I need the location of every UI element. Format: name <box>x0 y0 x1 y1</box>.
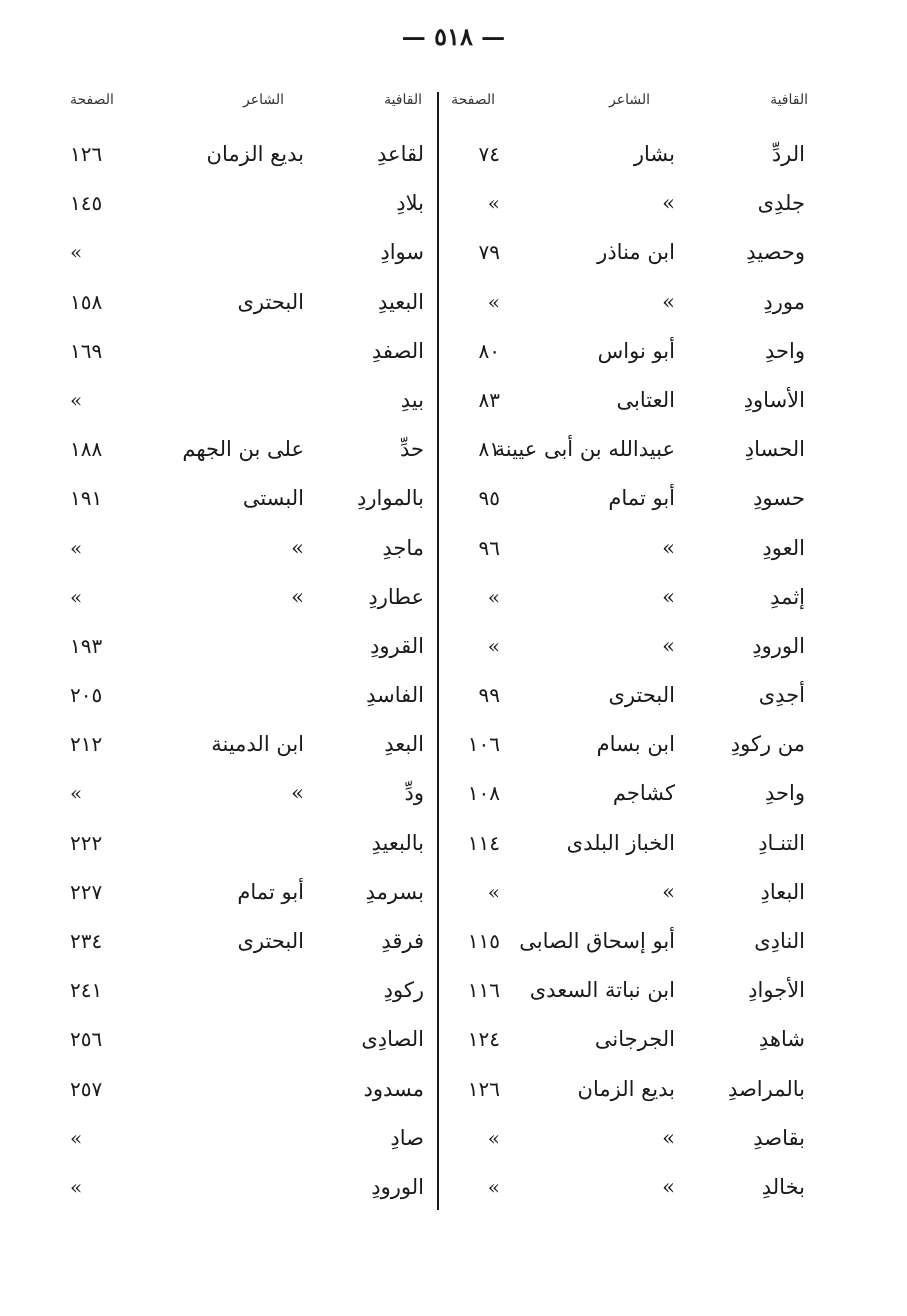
rhyme-cell: القرودِ <box>370 633 424 658</box>
index-row <box>440 214 830 263</box>
page-cell: ١٢٦ <box>70 142 103 166</box>
rhyme-cell: بخالدِ <box>761 1174 805 1199</box>
header-poet: الشاعر <box>609 92 650 108</box>
header-page: الصفحة <box>451 92 495 108</box>
rhyme-cell: بالمراصدِ <box>727 1076 805 1101</box>
page-cell: ١٩٣ <box>70 633 103 658</box>
rhyme-cell: جلدِى <box>757 191 805 216</box>
poet-cell: أبو تمام <box>237 879 304 904</box>
rhyme-cell: البعدِ <box>384 732 424 757</box>
rhyme-cell: بقاصدِ <box>753 1125 805 1150</box>
index-row <box>60 411 434 460</box>
page-cell: ٢٥٧ <box>70 1076 103 1101</box>
rhyme-cell: النادِى <box>754 929 805 953</box>
page-cell: ٢١٢ <box>70 732 103 757</box>
rhyme-cell: عطاردِ <box>368 584 424 609</box>
page-cell: » <box>487 1125 500 1150</box>
poet-cell: » <box>662 633 675 658</box>
poet-cell: البستى <box>242 486 304 511</box>
rhyme-cell: موردِ <box>763 289 805 314</box>
page-cell: » <box>70 1174 83 1199</box>
page-cell: » <box>487 584 500 609</box>
index-row <box>440 805 830 854</box>
page-cell: ١٢٦ <box>467 1076 500 1101</box>
page-cell: ٢٣٤ <box>70 929 103 953</box>
rhyme-cell: إثمدِ <box>770 584 805 609</box>
right-index-column <box>440 90 830 1198</box>
poet-cell: » <box>662 1174 675 1199</box>
poet-cell: » <box>662 1125 675 1150</box>
poet-cell: » <box>662 191 675 216</box>
index-row <box>440 362 830 411</box>
poet-cell: » <box>662 535 675 560</box>
index-row <box>440 559 830 608</box>
index-row <box>60 755 434 804</box>
left-index-column <box>60 90 434 1198</box>
rhyme-cell: بالمواردِ <box>357 486 424 511</box>
poet-cell: البحترى <box>237 289 304 314</box>
page-cell: ٩٦ <box>478 535 500 560</box>
page-cell: » <box>487 633 500 658</box>
rhyme-cell: الردِّ <box>771 142 805 166</box>
index-row <box>440 657 830 706</box>
page-cell: ٢٢٢ <box>70 830 103 855</box>
page-cell: » <box>70 240 83 265</box>
page-cell: ١٠٦ <box>467 732 500 757</box>
index-row <box>440 411 830 460</box>
rhyme-cell: الأساودِ <box>743 387 805 412</box>
rhyme-cell: الصفدِ <box>371 338 424 363</box>
rhyme-cell: الورودِ <box>371 1174 424 1199</box>
index-row <box>60 805 434 854</box>
index-row <box>60 116 434 165</box>
index-row <box>60 1051 434 1100</box>
header-rhyme: القافية <box>384 92 422 108</box>
rhyme-cell: سوادِ <box>380 240 424 265</box>
index-row <box>60 854 434 903</box>
index-row <box>440 952 830 1001</box>
page-cell: ٢٠٥ <box>70 683 103 708</box>
page-cell: » <box>487 191 500 216</box>
rhyme-cell: حدِّ <box>399 437 424 462</box>
rhyme-cell: الصادِى <box>361 1027 424 1052</box>
index-row <box>60 1100 434 1149</box>
poet-cell: الخباز البلدى <box>566 830 675 855</box>
rhyme-cell: واحدِ <box>765 338 805 363</box>
header-row <box>440 90 830 116</box>
header-row <box>60 90 434 116</box>
index-row <box>440 755 830 804</box>
index-row <box>440 1149 830 1198</box>
page-cell: » <box>70 387 83 412</box>
page-cell: ٩٩ <box>478 683 500 708</box>
page-cell: ١٩١ <box>70 486 103 511</box>
index-row <box>440 903 830 952</box>
page-cell: ٨٠ <box>478 338 500 363</box>
index-row <box>60 264 434 313</box>
page-cell: » <box>70 1125 83 1150</box>
index-row <box>440 706 830 755</box>
page-cell: » <box>487 289 500 314</box>
rhyme-cell: بالبعيدِ <box>371 830 424 855</box>
index-row <box>440 460 830 509</box>
poet-cell: » <box>662 289 675 314</box>
rhyme-cell: فرقدِ <box>381 929 424 953</box>
index-row <box>60 1001 434 1050</box>
rhyme-cell: مسدود <box>363 1076 424 1101</box>
poet-cell: ابن مناذر <box>597 240 675 265</box>
poet-cell: البحترى <box>237 929 304 953</box>
rhyme-cell: بسرمدِ <box>365 879 424 904</box>
index-row <box>440 1100 830 1149</box>
rhyme-cell: وحصيدِ <box>746 240 805 265</box>
index-row <box>60 657 434 706</box>
index-row <box>440 313 830 362</box>
rhyme-cell: ماجدِ <box>382 535 424 560</box>
index-row <box>60 706 434 755</box>
index-row <box>60 559 434 608</box>
poet-cell: » <box>662 584 675 609</box>
poet-cell: الجرجانى <box>594 1027 675 1052</box>
page-cell: » <box>70 535 83 560</box>
rhyme-cell: ودِّ <box>404 781 424 806</box>
rhyme-cell: شاهدِ <box>758 1027 805 1052</box>
page-cell: ١٦٩ <box>70 338 103 363</box>
page-cell: » <box>487 1174 500 1199</box>
index-row <box>60 952 434 1001</box>
header-page: الصفحة <box>70 92 114 108</box>
rhyme-cell: الأجوادِ <box>748 978 805 1003</box>
poet-cell: أبو نواس <box>597 338 675 363</box>
rhyme-cell: البعيدِ <box>377 289 424 314</box>
rhyme-cell: واحدِ <box>765 781 805 806</box>
rhyme-cell: لقاعدِ <box>377 142 424 166</box>
poet-cell: العتابى <box>616 387 675 412</box>
page-cell: ٨٣ <box>478 387 500 412</box>
rhyme-cell: من ركودِ <box>730 732 805 757</box>
index-row <box>60 460 434 509</box>
rhyme-cell: الفاسدِ <box>366 683 424 708</box>
page-cell: ١٠٨ <box>467 781 500 806</box>
index-row <box>60 510 434 559</box>
page-cell: » <box>487 879 500 904</box>
header-rhyme: القافية <box>770 92 808 108</box>
rhyme-cell: أجدِى <box>758 683 805 708</box>
rhyme-cell: التنـادِ <box>758 830 805 855</box>
index-row <box>440 854 830 903</box>
poet-cell: ابن بسام <box>596 732 675 757</box>
index-row <box>440 608 830 657</box>
poet-cell: ابن نباتة السعدى <box>529 978 675 1003</box>
page-cell: ٨١ <box>478 437 500 462</box>
page-cell: ٩٥ <box>478 486 500 511</box>
page-cell: ٧٩ <box>478 240 500 265</box>
column-divider <box>437 92 439 1210</box>
page-cell: ٢٥٦ <box>70 1027 103 1052</box>
poet-cell: بشار <box>633 142 675 166</box>
rhyme-cell: ركودِ <box>383 978 424 1003</box>
rhyme-cell: العودِ <box>762 535 805 560</box>
index-row <box>440 116 830 165</box>
index-row <box>440 510 830 559</box>
index-row <box>440 264 830 313</box>
poet-cell: البحترى <box>608 683 675 708</box>
poet-cell: » <box>291 584 304 609</box>
page-cell: ٧٤ <box>478 142 500 166</box>
poet-cell: بديع الزمان <box>206 142 304 166</box>
poet-cell: » <box>291 535 304 560</box>
index-row <box>440 1051 830 1100</box>
rhyme-cell: الورودِ <box>752 633 805 658</box>
poet-cell: » <box>662 879 675 904</box>
page-number: — ٥١٨ — <box>401 22 506 51</box>
index-row <box>60 313 434 362</box>
page-cell: ١٥٨ <box>70 289 103 314</box>
index-row <box>440 1001 830 1050</box>
poet-cell: » <box>291 781 304 806</box>
rhyme-cell: صادِ <box>390 1125 424 1150</box>
poet-cell: بديع الزمان <box>577 1076 675 1101</box>
poet-cell: على بن الجهم <box>182 437 304 462</box>
page-cell: ٢٢٧ <box>70 879 103 904</box>
page-cell: ١٢٤ <box>467 1027 500 1052</box>
index-row <box>60 362 434 411</box>
poet-cell: ابن الدمينة <box>211 732 304 757</box>
poet-cell: عبيدالله بن أبى عيينة <box>494 437 675 462</box>
page-cell: ١١٦ <box>467 978 500 1003</box>
page-cell: » <box>70 584 83 609</box>
index-row <box>60 903 434 952</box>
page-cell: ١٤٥ <box>70 191 103 216</box>
index-row <box>440 165 830 214</box>
rhyme-cell: الحسادِ <box>744 437 805 462</box>
poet-cell: أبو إسحاق الصابى <box>519 929 675 953</box>
poet-cell: أبو تمام <box>608 486 675 511</box>
page-cell: ١٨٨ <box>70 437 103 462</box>
rhyme-cell: حسودِ <box>753 486 805 511</box>
header-poet: الشاعر <box>243 92 284 108</box>
index-row <box>60 1149 434 1198</box>
page-cell: ٢٤١ <box>70 978 103 1003</box>
rhyme-cell: البعادِ <box>760 879 805 904</box>
index-row <box>60 608 434 657</box>
rhyme-cell: بيدِ <box>400 387 424 412</box>
index-row <box>60 214 434 263</box>
page-cell: ١١٤ <box>467 830 500 855</box>
page-cell: » <box>70 781 83 806</box>
rhyme-cell: بلادِ <box>396 191 424 216</box>
index-row <box>60 165 434 214</box>
page-cell: ١١٥ <box>467 929 500 953</box>
poet-cell: كشاجم <box>612 781 675 806</box>
